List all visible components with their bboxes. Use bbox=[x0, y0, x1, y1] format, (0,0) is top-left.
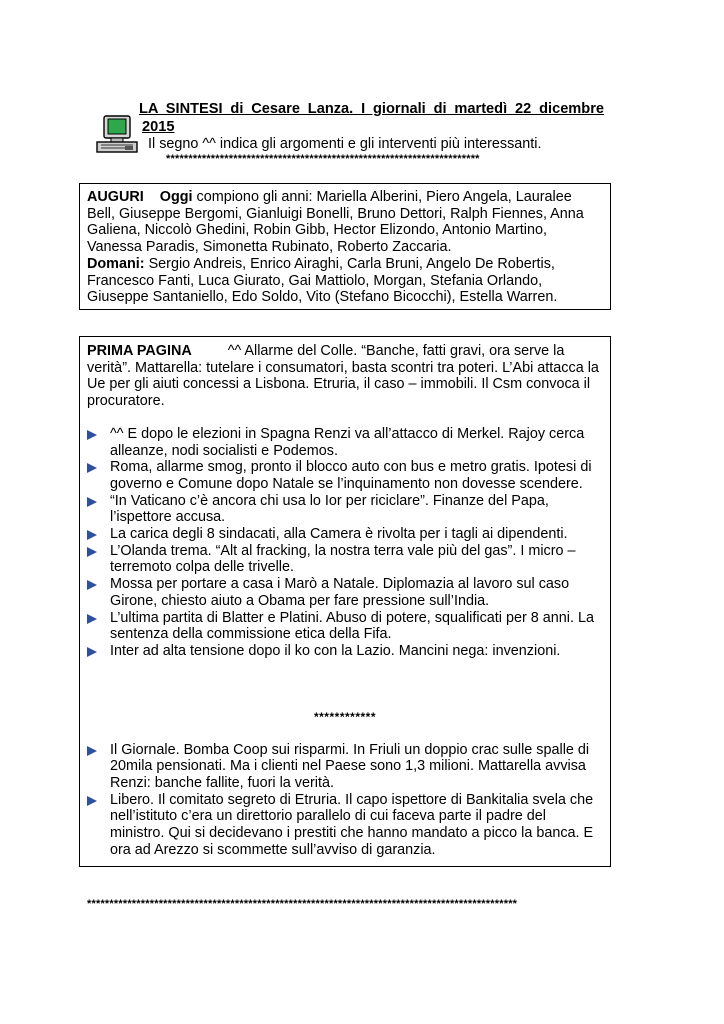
arrow-bullet-icon bbox=[87, 796, 97, 806]
legend-note: Il segno ^^ indica gli argomenti e gli interventi più interessanti. bbox=[148, 136, 542, 152]
oggi-label: Oggi bbox=[159, 189, 193, 205]
news-list-2 bbox=[87, 742, 603, 859]
prima-pagina-intro bbox=[87, 343, 603, 410]
auguri-label: AUGURI bbox=[87, 189, 144, 205]
arrow-bullet-icon bbox=[87, 530, 97, 540]
list-item: L’Olanda trema. “Alt al fracking, la nostra terra vale più del gas”. I micro – terremoto colpa delle trivelle. bbox=[87, 543, 603, 576]
arrow-bullet-icon bbox=[87, 430, 97, 440]
arrow-bullet-icon bbox=[87, 547, 97, 557]
document-title-year: 2015 bbox=[142, 119, 175, 135]
header-separator: ********************************************************************** bbox=[166, 153, 480, 165]
domani-label: Domani: bbox=[87, 255, 145, 272]
arrow-bullet-icon bbox=[87, 647, 97, 657]
prima-pagina-intro-text: ^^ Allarme del Colle. “Banche, fatti gravi, ora serve la verità”. Mattarella: tutelare i consumatori, basta scontri tra poteri. L’Abi attacca la Ue per gli aiuti concessi a Lisbona. Etruria, il caso – immobili. Il Csm convoca il procuratore. bbox=[87, 343, 599, 410]
auguri-domani bbox=[87, 256, 603, 306]
prima-pagina-label: PRIMA PAGINA bbox=[87, 343, 192, 359]
list-item: Roma, allarme smog, pronto il blocco auto con bus e metro gratis. Ipotesi di governo e Comune dopo Natale se l’inquinamento non dovesse scendere. bbox=[87, 459, 603, 492]
list-item: L’ultima partita di Blatter e Platini. Abuso di potere, squalificati per 8 anni. La sentenza della commissione etica della Fifa. bbox=[87, 610, 603, 643]
footer-separator: ************************************************************************************************ bbox=[87, 898, 518, 910]
list-item: ^^ E dopo le elezioni in Spagna Renzi va all’attacco di Merkel. Rajoy cerca alleanze, nodi socialisti e Podemos. bbox=[87, 426, 603, 459]
arrow-bullet-icon bbox=[87, 463, 97, 473]
prima-pagina-box bbox=[79, 336, 611, 867]
auguri-box bbox=[79, 183, 611, 310]
oggi-text: compiono gli anni: Mariella Alberini, Piero Angela, Lauralee Bell, Giuseppe Bergomi, Gianluigi Bonelli, Bruno Dettori, Ralph Fiennes, Anna Galiena, Niccolò Ghedini, Robin Gibb, Hector Elizondo, Antonio Martino, Vanessa Paradis, Simonetta Rubinato, Roberto Zaccaria. bbox=[87, 189, 584, 256]
list-item: Mossa per portare a casa i Marò a Natale. Diplomazia al lavoro sul caso Girone, chiesto aiuto a Obama per fare pressione sull’India. bbox=[87, 576, 603, 609]
document-title: LA SINTESI di Cesare Lanza. I giornali di martedì 22 dicembre bbox=[139, 101, 604, 117]
arrow-bullet-icon bbox=[87, 497, 97, 507]
arrow-bullet-icon bbox=[87, 746, 97, 756]
list-item: Libero. Il comitato segreto di Etruria. Il capo ispettore di Bankitalia svela che nell’istituto c’era un direttorio parallelo di cui faceva parte il padre del ministro. Qui si decidevano i prestiti che hanno mandato a picco la banca. E ora ad Arezzo si scommette sull’avviso di garanzia. bbox=[87, 792, 603, 859]
arrow-bullet-icon bbox=[87, 580, 97, 590]
domani-text: Sergio Andreis, Enrico Airaghi, Carla Bruni, Angelo De Robertis, Francesco Fanti, Luca Giurato, Gai Mattiolo, Morgan, Stefania Orlando, Giuseppe Santaniello, Edo Soldo, Vito (Stefano Bicocchi), Estella Warren. bbox=[87, 255, 558, 306]
list-item: “In Vaticano c’è ancora chi usa lo Ior per riciclare”. Finanze del Papa, l’ispettore accusa. bbox=[87, 493, 603, 526]
list-item: Inter ad alta tensione dopo il ko con la Lazio. Mancini nega: invenzioni. bbox=[87, 643, 603, 660]
computer-icon bbox=[95, 114, 139, 154]
arrow-bullet-icon bbox=[87, 614, 97, 624]
list-item: La carica degli 8 sindacati, alla Camera è rivolta per i tagli ai dipendenti. bbox=[87, 526, 603, 543]
auguri-oggi bbox=[87, 189, 603, 256]
news-list bbox=[87, 426, 603, 660]
list-item: Il Giornale. Bomba Coop sui risparmi. In Friuli un doppio crac sulle spalle di 20mila pensionati. Ma i clienti nel Paese sono 1,3 milioni. Mattarella avvisa Renzi: banche fallite, fuori la verità. bbox=[87, 742, 603, 792]
section-separator: ************ bbox=[313, 709, 377, 724]
